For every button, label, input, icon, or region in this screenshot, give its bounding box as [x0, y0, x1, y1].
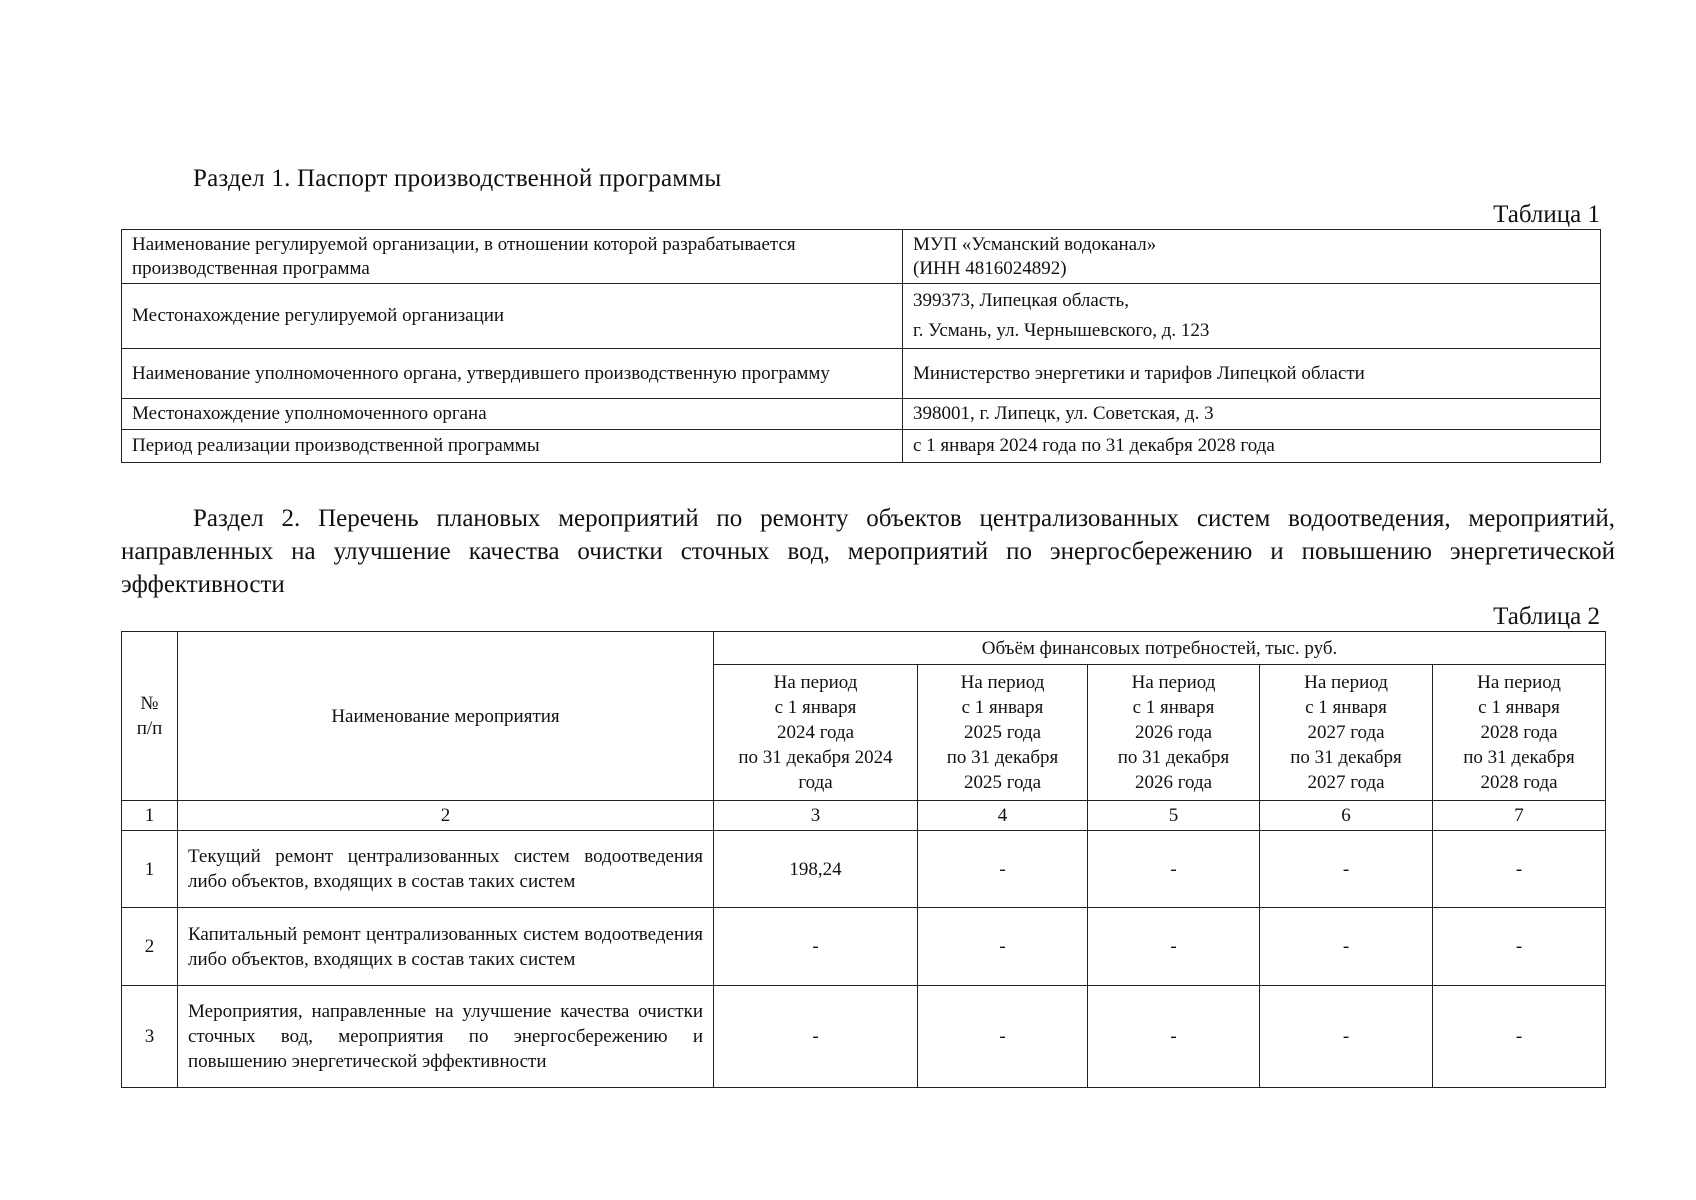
- column-number: 1: [122, 801, 178, 831]
- header-name: Наименование мероприятия: [178, 632, 714, 801]
- column-number: 3: [714, 801, 918, 831]
- passport-label: Наименование регулируемой организации, в отношении которой разрабатывается производственная программа: [122, 230, 903, 284]
- passport-value: 398001, г. Липецк, ул. Советская, д. 3: [903, 399, 1601, 430]
- table-header-row: [122, 632, 1606, 665]
- column-numbers-row: [122, 801, 1606, 831]
- table-row: [122, 349, 1601, 399]
- passport-table: [121, 229, 1601, 463]
- header-finance: Объём финансовых потребностей, тыс. руб.: [714, 632, 1606, 665]
- column-number: 2: [178, 801, 714, 831]
- value-cell: -: [1088, 986, 1260, 1088]
- value-cell: -: [1260, 908, 1433, 986]
- header-period-2026: На период с 1 января 2026 года по 31 декабря 2026 года: [1088, 665, 1260, 801]
- header-num: № п/п: [122, 632, 178, 801]
- passport-value-line: (ИНН 4816024892): [913, 257, 1067, 279]
- measures-table: [121, 631, 1606, 1088]
- value-cell: 198,24: [714, 831, 918, 908]
- table-row: [122, 430, 1601, 463]
- value-cell: -: [918, 831, 1088, 908]
- table-row: [122, 399, 1601, 430]
- table-2-label: Таблица 2: [1493, 603, 1600, 630]
- column-number: 5: [1088, 801, 1260, 831]
- value-cell: -: [918, 908, 1088, 986]
- passport-value: Министерство энергетики и тарифов Липецкой области: [903, 349, 1601, 399]
- section-2-title: Раздел 2. Перечень плановых мероприятий по ремонту объектов централизованных систем водоотведения, мероприятий, направленных на улучшение качества очистки сточных вод, мероприятий по энергосбережению и повышению энергетической эффективности: [121, 505, 1615, 598]
- passport-value: [903, 230, 1601, 284]
- column-number: 6: [1260, 801, 1433, 831]
- measure-name: Текущий ремонт централизованных систем водоотведения либо объектов, входящих в состав таких систем: [178, 831, 714, 908]
- value-cell: -: [1260, 831, 1433, 908]
- passport-value-line: г. Усмань, ул. Чернышевского, д. 123: [913, 320, 1210, 341]
- value-cell: -: [1433, 831, 1606, 908]
- passport-label: Местонахождение регулируемой организации: [122, 284, 903, 349]
- column-number: 4: [918, 801, 1088, 831]
- passport-label: Период реализации производственной программы: [122, 430, 903, 463]
- row-num: 2: [122, 908, 178, 986]
- header-period-2027: На период с 1 января 2027 года по 31 декабря 2027 года: [1260, 665, 1433, 801]
- header-period-2024: На период с 1 января 2024 года по 31 декабря 2024 года: [714, 665, 918, 801]
- passport-value: [903, 284, 1601, 349]
- row-num: 3: [122, 986, 178, 1088]
- header-period-2025: На период с 1 января 2025 года по 31 декабря 2025 года: [918, 665, 1088, 801]
- passport-label: Местонахождение уполномоченного органа: [122, 399, 903, 430]
- column-number: 7: [1433, 801, 1606, 831]
- measure-name: Мероприятия, направленные на улучшение качества очистки сточных вод, мероприятия по энергосбережению и повышению энергетической эффективности: [178, 986, 714, 1088]
- value-cell: -: [714, 908, 918, 986]
- table-row: [122, 908, 1606, 986]
- table-row: [122, 986, 1606, 1088]
- table-row: [122, 831, 1606, 908]
- passport-value-line: 399373, Липецкая область,: [913, 290, 1129, 311]
- section-1-title: Раздел 1. Паспорт производственной программы: [193, 165, 722, 192]
- value-cell: -: [1260, 986, 1433, 1088]
- value-cell: -: [1088, 831, 1260, 908]
- value-cell: -: [714, 986, 918, 1088]
- passport-value: с 1 января 2024 года по 31 декабря 2028 года: [903, 430, 1601, 463]
- passport-value-line: МУП «Усманский водоканал»: [913, 233, 1157, 255]
- row-num: 1: [122, 831, 178, 908]
- passport-label: Наименование уполномоченного органа, утвердившего производственную программу: [122, 349, 903, 399]
- measure-name: Капитальный ремонт централизованных систем водоотведения либо объектов, входящих в состав таких систем: [178, 908, 714, 986]
- value-cell: -: [918, 986, 1088, 1088]
- header-period-2028: На период с 1 января 2028 года по 31 декабря 2028 года: [1433, 665, 1606, 801]
- value-cell: -: [1433, 908, 1606, 986]
- table-1-label: Таблица 1: [1493, 201, 1600, 228]
- table-row: [122, 230, 1601, 284]
- value-cell: -: [1433, 986, 1606, 1088]
- table-row: [122, 284, 1601, 349]
- value-cell: -: [1088, 908, 1260, 986]
